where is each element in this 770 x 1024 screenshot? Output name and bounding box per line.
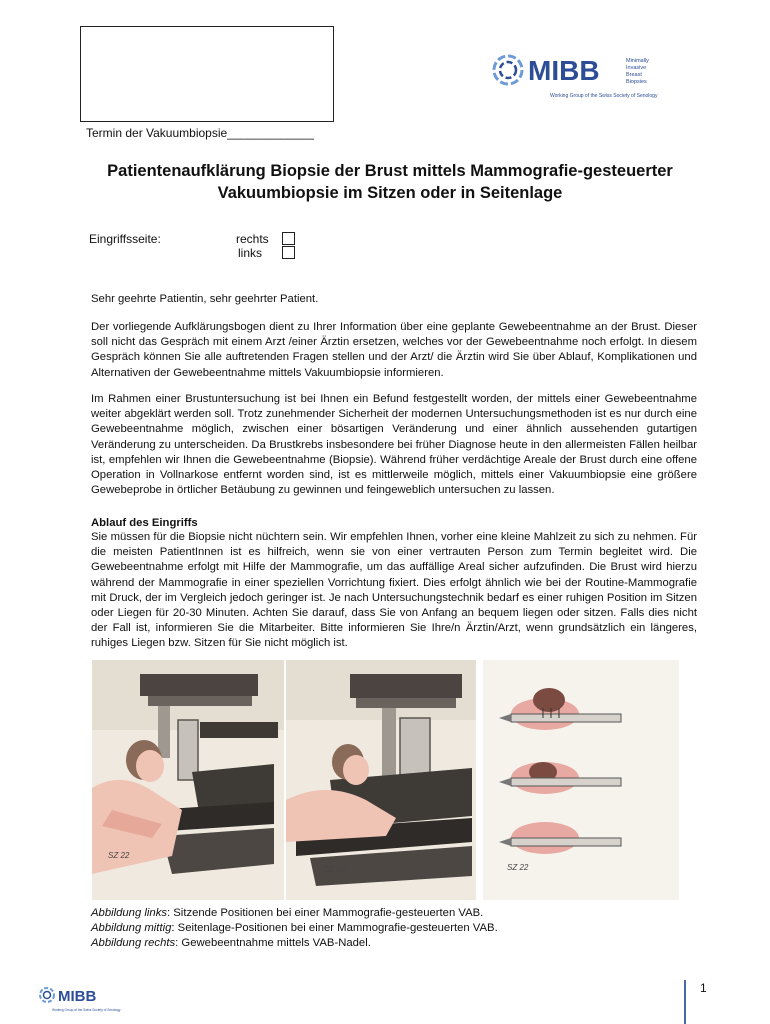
logo-tagline-3: Breast bbox=[626, 72, 642, 78]
side-left-checkbox[interactable] bbox=[282, 246, 295, 259]
figure-needle-illustration bbox=[483, 660, 679, 900]
caption-label: Abbildung rechts bbox=[91, 937, 176, 949]
figure-signature: SZ 22 bbox=[507, 863, 529, 872]
caption-right bbox=[91, 936, 371, 951]
footer-logo-ring-icon bbox=[40, 988, 54, 1002]
caption-text: : Seitenlage-Positionen bei einer Mammografie-gesteuerten VAB. bbox=[171, 922, 498, 934]
logo-tagline-1: Minimally bbox=[626, 58, 649, 64]
caption-label: Abbildung mittig bbox=[91, 922, 172, 934]
context-paragraph: Im Rahmen einer Brustuntersuchung ist bei Ihnen ein Befund festgestellt worden, der mittels einer Gewebeentnahme weiter abgeklärt werden soll. Trotz zunehmender Sicherheit der modernen Untersuchungsmethoden ist es nur durch eine Gewebeentnahme möglich, zwischen einer bösartigen Veränderung und einer ähnlich aussehenden gutartigen Veränderung zu unterscheiden. Da Brustkrebs insbesondere bei früher Diagnose heute in den allermeisten Fällen heilbar ist, empfehlen wir Ihnen die Gewebeentnahme (Biopsie). Während früher verdächtige Areale der Brust durch eine offene Operation in Vollnarkose entfernt worden sind, ist es mittlerweile möglich, mittels einer Vakuumbiopsie eine größere Gewebeprobe in örtlicher Betäubung zu gewinnen und feingeweblich untersuchen zu lassen. bbox=[91, 393, 697, 497]
logo-subtitle: Working Group of the Swiss Society of Senology bbox=[550, 93, 658, 99]
side-right-label: rechts bbox=[236, 232, 269, 246]
figure-signature: SZ 22 bbox=[324, 865, 346, 874]
page-number: 1 bbox=[700, 981, 707, 995]
side-right-checkbox[interactable] bbox=[282, 232, 295, 245]
side-label: Eingriffsseite: bbox=[89, 232, 161, 246]
logo-tagline-4: Biopsies bbox=[626, 79, 647, 85]
logo-tagline-2: Invasive bbox=[626, 65, 647, 71]
caption-left bbox=[91, 906, 483, 921]
footer-logo-brand: MIBB bbox=[58, 988, 97, 1005]
page-title bbox=[40, 160, 740, 204]
caption-text: : Sitzende Positionen bei einer Mammografie-gesteuerten VAB. bbox=[167, 907, 484, 919]
logo-ring-icon bbox=[494, 56, 522, 84]
caption-middle bbox=[91, 921, 498, 936]
logo-brand: MIBB bbox=[528, 55, 600, 86]
procedure-paragraph: Sie müssen für die Biopsie nicht nüchtern sein. Wir empfehlen Ihnen, vorher eine kleine Mahlzeit zu sich zu nehmen. Für die meisten PatientInnen ist es hilfreich, wenn sie von einer vertrauten Person zum Termin begleitet wird. Die Gewebeentnahme erfolgt mit Hilfe der Mammografie, um das auffällige Areal sicher aufzufinden. Die Brust wird hierzu während der Mammografie in einer speziellen Vorrichtung fixiert. Dies erfolgt ähnlich wie bei der Routine-Mammografie mit Druck, der im Vergleich jedoch geringer ist. Je nach Untersuchungstechnik bedarf es einer ruhigen Position im Sitzen oder Liegen für 20-30 Minuten. Achten Sie darauf, dass Sie von Anfang an bequem liegen oder sitzen. Falls dies nicht der Fall ist, informieren Sie die Mitarbeiter. Bitte informieren Sie Ihre/n Ärztin/Arzt, wenn grundsätzlich ein längeres, ruhiges Liegen bzw. Sitzen für Sie nicht möglich ist. bbox=[91, 531, 697, 650]
title-line-2: Vakuumbiopsie im Sitzen oder in Seitenlage bbox=[217, 184, 563, 202]
footer-logo bbox=[38, 984, 138, 1014]
side-left-label: links bbox=[238, 246, 263, 260]
caption-label: Abbildung links bbox=[91, 907, 167, 919]
footer-logo-subtitle: Working Group of the Swiss Society of Senology bbox=[52, 1008, 121, 1012]
intro-paragraph: Der vorliegende Aufklärungsbogen dient zu Ihrer Information über eine geplante Gewebeentnahme an der Brust. Dieser soll nicht das Gespräch mit einem Arzt /einer Ärztin ersetzen, welches vor der Gewebeentnahme noch erfolgt. In diesem Gespräch können Sie alle auftretenden Fragen stellen und der Arzt/ die Ärztin wird Sie über Ablauf, Komplikationen und Alternativen der Gewebeentnahme mittels Vakuumbiopsie informieren. bbox=[91, 321, 697, 379]
caption-text: : Gewebeentnahme mittels VAB-Nadel. bbox=[175, 937, 371, 949]
procedure-heading: Ablauf des Eingriffs bbox=[91, 517, 198, 529]
mibb-logo bbox=[492, 50, 692, 110]
salutation: Sehr geehrte Patientin, sehr geehrter Patient. bbox=[91, 293, 319, 305]
figure-seated-illustration bbox=[92, 660, 284, 900]
patient-label-box bbox=[80, 26, 334, 122]
figure-signature: SZ 22 bbox=[108, 851, 130, 860]
page-number-rule bbox=[684, 980, 686, 1024]
appointment-line: Termin der Vakuumbiopsie_____________ bbox=[86, 126, 314, 140]
figure-lateral-illustration bbox=[286, 660, 476, 900]
title-line-1: Patientenaufklärung Biopsie der Brust mittels Mammografie-gesteuerter bbox=[107, 162, 673, 180]
